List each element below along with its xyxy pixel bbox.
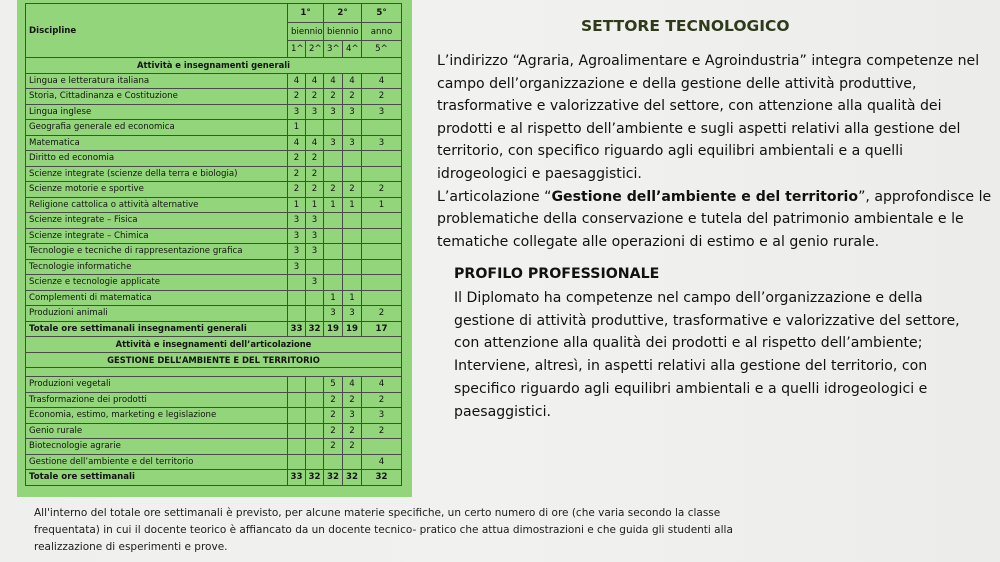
discipline-name: Complementi di matematica (26, 290, 288, 306)
section-row-general (26, 58, 402, 74)
hours-year-1: 2 (288, 166, 306, 182)
hours-year-5: 2 (362, 306, 402, 322)
hours-year-4: 2 (343, 423, 362, 439)
hours-year-2 (306, 377, 324, 393)
discipline-name: Totale ore settimanali insegnamenti generali (26, 321, 288, 337)
footnote: All'interno del totale ore settimanali è previsto, per alcune materie specifiche, un certo numero di ore (che varia secondo la classe frequentata) in cui il docente teorico è affiancato da un docente tecnico- pratico che attua dimostrazioni e che guida gli studenti alla realizzazione di esperimenti e prove. (34, 507, 733, 553)
header-year-5: 5^ (362, 41, 402, 58)
hours-year-2: 3 (306, 213, 324, 229)
hours-year-4 (343, 244, 362, 260)
discipline-name: Tecnologie informatiche (26, 259, 288, 275)
hours-year-3: 2 (324, 408, 343, 424)
discipline-name: Religione cattolica o attività alternative (26, 197, 288, 213)
header-group-2-line2: biennio (324, 23, 362, 41)
curriculum-table-panel (17, 0, 412, 497)
discipline-name: Storia, Cittadinanza e Costituzione (26, 89, 288, 105)
hours-year-3 (324, 120, 343, 136)
hours-year-5: 4 (362, 454, 402, 470)
total-row-general (26, 321, 402, 337)
total-row (26, 470, 402, 486)
hours-year-3: 2 (324, 392, 343, 408)
hours-year-1: 3 (288, 228, 306, 244)
hours-year-1 (288, 423, 306, 439)
hours-year-5 (362, 244, 402, 260)
table-row (26, 439, 402, 455)
hours-year-3 (324, 275, 343, 291)
hours-year-5: 2 (362, 89, 402, 105)
hours-year-4: 3 (343, 408, 362, 424)
discipline-name: Scienze motorie e sportive (26, 182, 288, 198)
hours-year-1: 4 (288, 135, 306, 151)
hours-year-2: 4 (306, 73, 324, 89)
section-general-title: Attività e insegnamenti generali (26, 58, 402, 74)
table-row (26, 166, 402, 182)
discipline-name: Diritto ed economia (26, 151, 288, 167)
discipline-name: Gestione dell’ambiente e del territorio (26, 454, 288, 470)
intro-paragraph-2 (437, 186, 997, 254)
hours-year-1 (288, 275, 306, 291)
table-row (26, 377, 402, 393)
hours-year-4: 2 (343, 392, 362, 408)
hours-year-3: 19 (324, 321, 343, 337)
intro-paragraph-1: L’indirizzo “Agraria, Agroalimentare e Agroindustria” integra competenze nel campo dell’organizzazione e della gestione delle attività produttive, trasformative e valorizzative del settore, con attenzione alla qualità dei prodotti e al rispetto dell’ambiente e sugli aspetti relativi alla gestione del territorio, con specifico riguardo agli equilibri ambientali e a quelli idrogeologici e paesaggistici. (437, 53, 980, 182)
hours-year-3 (324, 259, 343, 275)
header-year-1: 1^ (288, 41, 306, 58)
hours-year-4: 2 (343, 89, 362, 105)
hours-year-3 (324, 454, 343, 470)
table-row (26, 73, 402, 89)
discipline-name: Biotecnologie agrarie (26, 439, 288, 455)
table-row (26, 135, 402, 151)
discipline-name: Produzioni animali (26, 306, 288, 322)
hours-year-2: 3 (306, 228, 324, 244)
hours-year-3: 4 (324, 73, 343, 89)
hours-year-3 (324, 166, 343, 182)
discipline-name: Matematica (26, 135, 288, 151)
hours-year-4: 32 (343, 470, 362, 486)
hours-year-5: 3 (362, 104, 402, 120)
hours-year-2 (306, 290, 324, 306)
intro-text (437, 50, 997, 253)
hours-year-2: 2 (306, 166, 324, 182)
hours-year-4: 1 (343, 290, 362, 306)
hours-year-1 (288, 392, 306, 408)
section-articolazione-title: Attività e insegnamenti dell’articolazione (26, 337, 402, 353)
hours-year-3: 2 (324, 89, 343, 105)
hours-year-4 (343, 213, 362, 229)
hours-year-5: 2 (362, 423, 402, 439)
header-discipline: Discipline (26, 4, 288, 58)
hours-year-3: 2 (324, 182, 343, 198)
header-year-2: 2^ (306, 41, 324, 58)
hours-year-2 (306, 392, 324, 408)
hours-year-1 (288, 306, 306, 322)
hours-year-5: 1 (362, 197, 402, 213)
table-row (26, 454, 402, 470)
discipline-name: Tecnologie e tecniche di rappresentazione grafica (26, 244, 288, 260)
hours-year-4 (343, 151, 362, 167)
hours-year-1 (288, 377, 306, 393)
hours-year-3: 5 (324, 377, 343, 393)
hours-year-3: 2 (324, 439, 343, 455)
hours-year-2 (306, 306, 324, 322)
hours-year-2: 32 (306, 321, 324, 337)
hours-year-5 (362, 275, 402, 291)
discipline-name: Produzioni vegetali (26, 377, 288, 393)
hours-year-4: 19 (343, 321, 362, 337)
hours-year-3 (324, 228, 343, 244)
hours-year-5 (362, 228, 402, 244)
hours-year-2 (306, 259, 324, 275)
table-header-row (26, 4, 402, 23)
hours-year-5: 4 (362, 73, 402, 89)
hours-year-3: 3 (324, 306, 343, 322)
hours-year-1: 33 (288, 321, 306, 337)
hours-year-4: 3 (343, 104, 362, 120)
header-group-3-line2: anno (362, 23, 402, 41)
header-year-3: 3^ (324, 41, 343, 58)
hours-year-1: 2 (288, 182, 306, 198)
table-row (26, 182, 402, 198)
hours-year-5 (362, 151, 402, 167)
hours-year-4 (343, 454, 362, 470)
table-row (26, 120, 402, 136)
profilo-text: Il Diplomato ha competenze nel campo dell’organizzazione e della gestione di attività produttive, trasformative e valorizzative del settore, con attenzione alla qualità dei prodotti e al rispetto dell’ambiente; Interviene, altresì, in aspetti relativi alla gestione del territorio, con specifico riguardo agli equilibri ambientali e a quelli idrogeologici e paesaggistici. (454, 290, 960, 420)
table-row (26, 197, 402, 213)
hours-year-4: 1 (343, 197, 362, 213)
hours-year-2: 1 (306, 197, 324, 213)
hours-year-2: 4 (306, 135, 324, 151)
discipline-name: Scienze integrate – Fisica (26, 213, 288, 229)
hours-year-4: 2 (343, 439, 362, 455)
hours-year-5 (362, 166, 402, 182)
discipline-name: Lingua inglese (26, 104, 288, 120)
table-row (26, 275, 402, 291)
hours-year-2 (306, 423, 324, 439)
table-row (26, 259, 402, 275)
hours-year-4 (343, 166, 362, 182)
hours-year-2: 32 (306, 470, 324, 486)
header-group-2-line1: 2° (324, 4, 362, 23)
hours-year-1: 1 (288, 197, 306, 213)
hours-year-1: 3 (288, 244, 306, 260)
hours-year-2: 3 (306, 104, 324, 120)
discipline-name: Trasformazione dei prodotti (26, 392, 288, 408)
hours-year-3: 32 (324, 470, 343, 486)
table-row (26, 151, 402, 167)
hours-year-3 (324, 151, 343, 167)
hours-year-5: 3 (362, 135, 402, 151)
intro-p2-after: ”, approfondisce le problematiche della conservazione e tutela del patrimonio ambientale e le tematiche collegate alle operazioni di estimo e al genio rurale. (437, 188, 992, 250)
table-row (26, 408, 402, 424)
hours-year-3 (324, 244, 343, 260)
table-row (26, 306, 402, 322)
discipline-name: Scienze e tecnologie applicate (26, 275, 288, 291)
hours-year-1 (288, 439, 306, 455)
hours-year-4: 3 (343, 306, 362, 322)
hours-year-2: 2 (306, 182, 324, 198)
hours-year-5: 3 (362, 408, 402, 424)
hours-year-3: 3 (324, 135, 343, 151)
hours-year-1: 3 (288, 213, 306, 229)
hours-year-2: 3 (306, 244, 324, 260)
intro-p2-bold: Gestione dell’ambiente e del territorio (551, 188, 859, 205)
hours-year-1: 2 (288, 89, 306, 105)
discipline-name: Lingua e letteratura italiana (26, 73, 288, 89)
page-title: SETTORE TECNOLOGICO (581, 17, 790, 35)
table-row (26, 423, 402, 439)
hours-year-3: 2 (324, 423, 343, 439)
hours-year-1: 4 (288, 73, 306, 89)
hours-year-2 (306, 454, 324, 470)
hours-year-1 (288, 408, 306, 424)
hours-year-2: 2 (306, 89, 324, 105)
hours-year-5 (362, 290, 402, 306)
hours-year-3: 1 (324, 197, 343, 213)
hours-year-4 (343, 120, 362, 136)
hours-year-4: 4 (343, 73, 362, 89)
discipline-name: Scienze integrate – Chimica (26, 228, 288, 244)
discipline-name: Genio rurale (26, 423, 288, 439)
hours-year-1: 1 (288, 120, 306, 136)
header-group-3-line1: 5° (362, 4, 402, 23)
hours-year-5: 17 (362, 321, 402, 337)
hours-year-4: 3 (343, 135, 362, 151)
hours-year-3: 3 (324, 104, 343, 120)
section-row (26, 337, 402, 353)
table-row (26, 104, 402, 120)
discipline-name: Scienze integrate (scienze della terra e biologia) (26, 166, 288, 182)
header-group-1-line1: 1° (288, 4, 324, 23)
header-year-4: 4^ (343, 41, 362, 58)
hours-year-5 (362, 259, 402, 275)
hours-year-2: 2 (306, 151, 324, 167)
intro-p2-before: L’articolazione “ (437, 188, 552, 205)
hours-year-5 (362, 213, 402, 229)
hours-year-2 (306, 408, 324, 424)
hours-year-2: 3 (306, 275, 324, 291)
discipline-name: Geografia generale ed economica (26, 120, 288, 136)
hours-year-4 (343, 228, 362, 244)
hours-year-5: 4 (362, 377, 402, 393)
section-row (26, 352, 402, 368)
profilo-title: PROFILO PROFESSIONALE (454, 266, 660, 282)
hours-year-4 (343, 259, 362, 275)
hours-year-5: 2 (362, 392, 402, 408)
table-row (26, 290, 402, 306)
header-group-1-line2: biennio (288, 23, 324, 41)
discipline-name: Economia, estimo, marketing e legislazione (26, 408, 288, 424)
hours-year-2 (306, 439, 324, 455)
table-row (26, 392, 402, 408)
hours-year-2 (306, 120, 324, 136)
hours-year-4: 2 (343, 182, 362, 198)
hours-year-5 (362, 120, 402, 136)
spacer-row (26, 368, 402, 377)
table-row (26, 228, 402, 244)
spacer-cell (26, 368, 402, 377)
curriculum-table (25, 3, 402, 486)
hours-year-5: 2 (362, 182, 402, 198)
hours-year-1 (288, 454, 306, 470)
table-row (26, 89, 402, 105)
hours-year-3: 1 (324, 290, 343, 306)
hours-year-5 (362, 439, 402, 455)
hours-year-5: 32 (362, 470, 402, 486)
hours-year-1: 2 (288, 151, 306, 167)
hours-year-1 (288, 290, 306, 306)
hours-year-1: 3 (288, 104, 306, 120)
hours-year-1: 33 (288, 470, 306, 486)
table-row (26, 244, 402, 260)
hours-year-4: 4 (343, 377, 362, 393)
hours-year-3 (324, 213, 343, 229)
curriculum-table-body (26, 4, 402, 486)
section-gestione-title: GESTIONE DELL’AMBIENTE E DEL TERRITORIO (26, 352, 402, 368)
hours-year-1: 3 (288, 259, 306, 275)
table-row (26, 213, 402, 229)
hours-year-4 (343, 275, 362, 291)
discipline-name: Totale ore settimanali (26, 470, 288, 486)
